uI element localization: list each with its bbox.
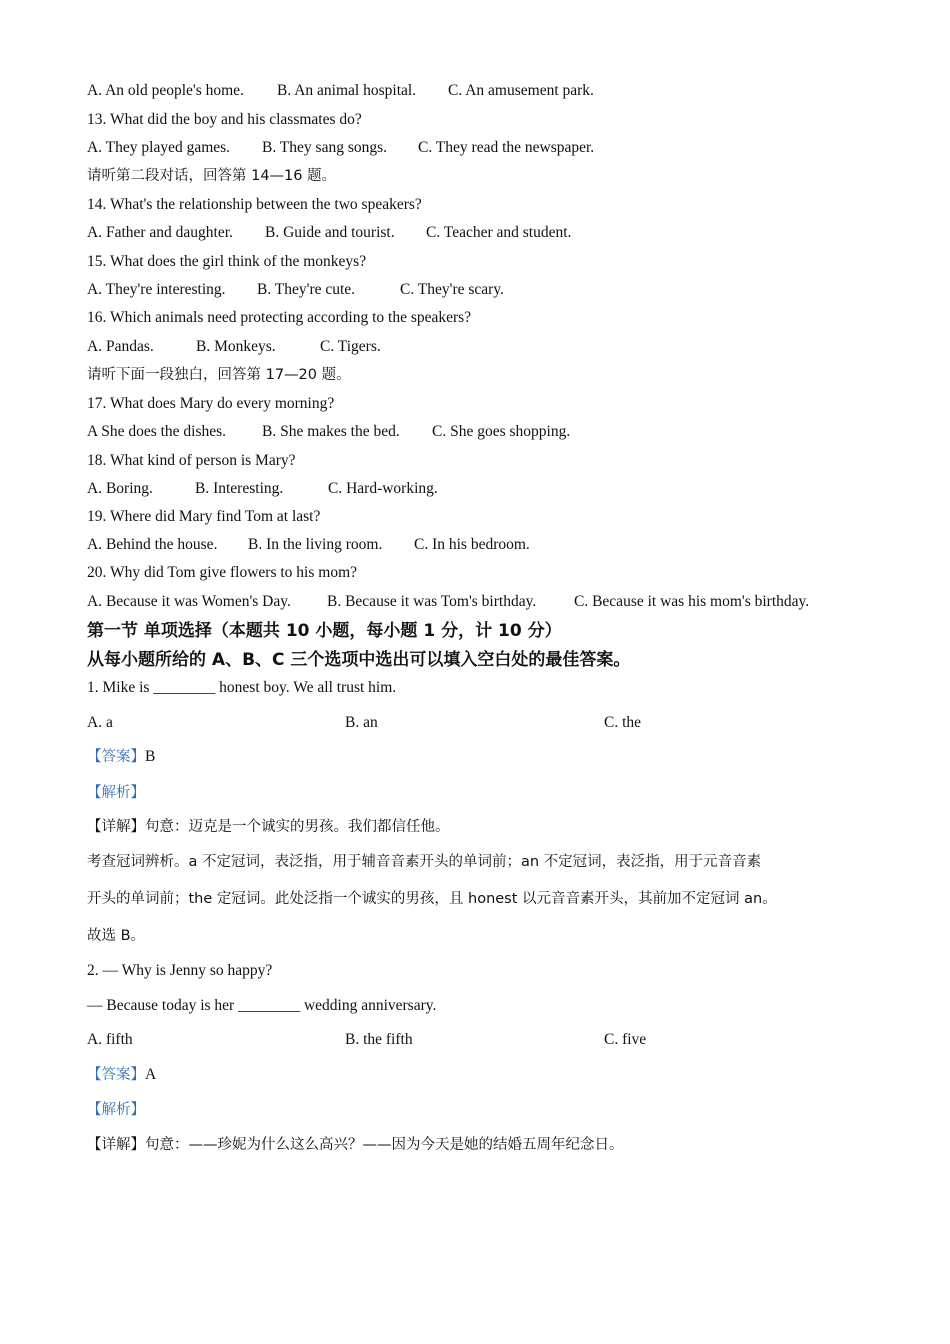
grammar-q2-question: 2. — Why is Jenny so happy?	[87, 962, 273, 979]
grammar-q1-option-a: A. a	[87, 714, 113, 731]
listening-instruction-3: 请听下面一段独白，回答第 17—20 题。	[87, 367, 351, 383]
q14-option-a: A. Father and daughter.	[87, 224, 233, 241]
grammar-q1-explain-3: 故选 B。	[87, 928, 146, 944]
q17-question: 17. What does Mary do every morning?	[87, 395, 335, 412]
q16-question: 16. Which animals need protecting according to the speakers?	[87, 309, 472, 326]
q20-option-a: A. Because it was Women's Day.	[87, 593, 291, 610]
q16-option-a: A. Pandas.	[87, 338, 154, 355]
detail-text: 句意：迈克是一个诚实的男孩。我们都信任他。	[145, 819, 450, 835]
q14-option-b: B. Guide and tourist.	[265, 224, 395, 241]
q16-option-c: C. Tigers.	[320, 338, 381, 355]
q16-option-b: B. Monkeys.	[196, 338, 276, 355]
q18-option-b: B. Interesting.	[195, 480, 284, 497]
grammar-q2-answer	[87, 1065, 156, 1085]
q18-question: 18. What kind of person is Mary?	[87, 452, 296, 469]
detail-tag: 【详解】	[87, 819, 145, 835]
grammar-q2-analysis-tag: 【解析】	[87, 1102, 145, 1118]
q18-option-c: C. Hard-working.	[328, 480, 438, 497]
q19-option-a: A. Behind the house.	[87, 536, 218, 553]
q20-option-c: C. Because it was his mom's birthday.	[574, 593, 810, 610]
q14-question: 14. What's the relationship between the two speakers?	[87, 196, 422, 213]
detail-tag: 【详解】	[87, 1137, 145, 1153]
q20-option-b: B. Because it was Tom's birthday.	[327, 593, 537, 610]
q17-option-b: B. She makes the bed.	[262, 423, 400, 440]
q13-question: 13. What did the boy and his classmates do?	[87, 111, 362, 128]
grammar-q1-option-c: C. the	[604, 714, 642, 731]
detail-text: 句意：——珍妮为什么这么高兴？——因为今天是她的结婚五周年纪念日。	[145, 1137, 624, 1153]
q17-option-c: C. She goes shopping.	[432, 423, 571, 440]
q15-question: 15. What does the girl think of the monkeys?	[87, 253, 367, 270]
grammar-q1-answer	[87, 747, 155, 767]
answer-value: B	[145, 748, 156, 765]
q15-option-b: B. They're cute.	[257, 281, 356, 298]
grammar-q2-option-a: A. fifth	[87, 1031, 133, 1048]
grammar-q1-option-b: B. an	[345, 714, 378, 731]
q15-option-c: C. They're scary.	[400, 281, 504, 298]
grammar-q1-explain-1: 考查冠词辨析。a 不定冠词，表泛指，用于辅音音素开头的单词前；an 不定冠词，表泛指，用于元音音素	[87, 854, 762, 870]
grammar-q1-explain-2: 开头的单词前；the 定冠词。此处泛指一个诚实的男孩，且 honest 以元音音素开头，其前加不定冠词 an。	[87, 891, 777, 907]
q12-option-a: A. An old people's home.	[87, 82, 244, 99]
listening-instruction-2: 请听第二段对话，回答第 14—16 题。	[87, 168, 337, 184]
grammar-q2-line2: — Because today is her ________ wedding anniversary.	[87, 997, 437, 1014]
grammar-q1-question: 1. Mike is ________ honest boy. We all trust him.	[87, 679, 397, 696]
q12-option-b: B. An animal hospital.	[277, 82, 417, 99]
answer-tag: 【答案】	[87, 1067, 145, 1083]
q18-option-a: A. Boring.	[87, 480, 153, 497]
q19-option-c: C. In his bedroom.	[414, 536, 530, 553]
q19-question: 19. Where did Mary find Tom at last?	[87, 508, 321, 525]
grammar-q1-analysis-tag: 【解析】	[87, 785, 145, 801]
section-instruction: 从每小题所给的 A、B、C 三个选项中选出可以填入空白处的最佳答案。	[87, 650, 631, 670]
q15-option-a: A. They're interesting.	[87, 281, 226, 298]
section-title: 第一节 单项选择（本题共 10 小题，每小题 1 分，计 10 分）	[87, 621, 562, 641]
q13-option-a: A. They played games.	[87, 139, 231, 156]
q19-option-b: B. In the living room.	[248, 536, 383, 553]
q12-option-c: C. An amusement park.	[448, 82, 594, 99]
grammar-q1-detail	[87, 817, 450, 837]
q17-option-a: A She does the dishes.	[87, 423, 227, 440]
answer-value: A	[145, 1066, 157, 1083]
grammar-q2-detail	[87, 1135, 624, 1155]
grammar-q2-option-b: B. the fifth	[345, 1031, 413, 1048]
q14-option-c: C. Teacher and student.	[426, 224, 572, 241]
grammar-q2-option-c: C. five	[604, 1031, 647, 1048]
q13-option-b: B. They sang songs.	[262, 139, 388, 156]
q13-option-c: C. They read the newspaper.	[418, 139, 595, 156]
answer-tag: 【答案】	[87, 749, 145, 765]
q20-question: 20. Why did Tom give flowers to his mom?	[87, 564, 358, 581]
